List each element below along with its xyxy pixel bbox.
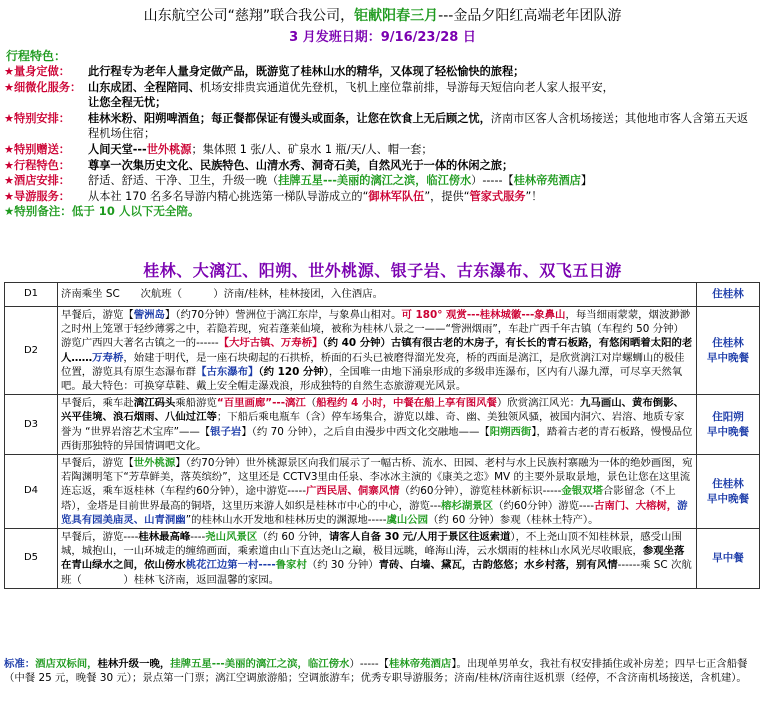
meals-cell: 住桂林 早中晚餐: [697, 455, 760, 529]
star-icon: ★: [4, 80, 15, 94]
star-icon: ★: [4, 65, 15, 78]
day-description: 早餐后，游览----桂林最高峰----尧山风景区（约 60 分钟，请客人自备 30 元/人用于景区往返索道），不上尧山顶不知桂林景，感受山围城，城抱山，一山环城走的缠绵画面，乘索道由山下直达尧山之巅，极目远眺，峰海山涛，云水烟雨的桂林山水风光尽收眼底，参观坐落在青山绿水之间，依山傍水桃花江边第一村----鲁家村（约 30 分钟）青砖、白墙、黛瓦，古韵悠悠；水乡村落，别有风情------乘 SC 次航班（ ）桂林飞济南，返回温馨的家园。: [58, 529, 697, 589]
departure-dates: 3 月发班日期：9/16/23/28 日: [289, 30, 476, 45]
meals-cell: 早中餐: [697, 529, 760, 589]
feature-text: 人间天堂---世外桃源；集体照 1 张/人、矿泉水 1 瓶/天/人、帽一套；: [88, 142, 433, 156]
feature-item: [4, 142, 759, 158]
meals-cell: 住桂林 早中晚餐: [697, 307, 760, 395]
feature-label: ★特别安排：: [4, 111, 70, 125]
route-title: 桂林、大漓江、阳朔、世外桃源、银子岩、古东瀑布、双飞五日游: [143, 261, 622, 280]
features-list: [4, 64, 759, 220]
feature-label: ★行程特色：: [4, 158, 70, 172]
feature-text: 从本社 170 名多名导游内精心挑选第一梯队导游成立的“御林军队伍”，提供“管家式服务”！: [88, 189, 543, 203]
feature-label: ★酒店安排：: [4, 174, 70, 188]
star-icon: ★: [4, 189, 15, 203]
standard-label: 标准：: [4, 658, 36, 670]
table-row: [5, 395, 760, 455]
feature-label: ★导游服务：: [4, 189, 70, 203]
feature-item: [4, 64, 759, 80]
feature-label: ★细微化服务：: [4, 80, 82, 94]
feature-text: 桂林米粉、阳朔啤酒鱼；每正餐都保证有馒头或面条，让您在饮食上无后顾之忧，济南市区客人含机场接送；其他地市客人含第五天返程机场住宿；: [88, 111, 749, 141]
meals-cell: 住阳朔 早中晚餐: [697, 395, 760, 455]
day-cell: D2: [5, 307, 58, 395]
feature-text: 山东成团、全程陪同、机场安排贵宾通道优先登机，飞机上座位靠前排，导游每天短信向老人家人报平安， 让您全程无忧；: [88, 80, 614, 110]
day-cell: D1: [5, 283, 58, 307]
star-icon: ★: [4, 174, 15, 188]
star-icon: ★: [4, 158, 15, 172]
feature-text: 此行程专为老年人量身定做产品，既游览了桂林山水的精华，又体现了轻松愉快的旅程；: [88, 65, 525, 78]
feature-text: 尊享一次集历史文化、民族特色、山清水秀、洞奇石美，自然风光于一体的休闲之旅；: [88, 158, 514, 172]
feature-item: [4, 189, 759, 205]
table-row: [5, 283, 760, 307]
table-row: [5, 455, 760, 529]
day-cell: D5: [5, 529, 58, 589]
star-icon: ★: [4, 111, 15, 125]
features-title: 行程特色：: [6, 49, 67, 63]
header-line-1: [0, 5, 765, 25]
feature-text: 舒适、舒适、干净、卫生，升级一晚（挂牌五星---美丽的漓江之滨，临江傍水）-----【桂林帝苑酒店】: [88, 174, 593, 188]
feature-label: ★特别赠送：: [4, 142, 70, 156]
header-highlight: 钜献阳春三月: [354, 8, 439, 24]
header-company: 山东航空公司“慈翔”联合我公司，: [143, 8, 355, 24]
table-row: [5, 307, 760, 395]
table-row: [5, 529, 760, 589]
day-cell: D3: [5, 395, 58, 455]
day-description: 济南乘坐 SC 次航班（ ）济南/桂林，桂林接团，入住酒店。: [58, 283, 697, 307]
feature-item: [4, 80, 759, 111]
feature-item: [4, 173, 759, 189]
day-description: 早餐后，游览【世外桃源】（约70分钟）世外桃源景区向我们展示了一幅古桥、流水、田园、老村与水上民族村寨融为一体的绝妙画图，宛若陶渊明笔下“芳草鲜美，落英缤纷”，这里还是 CCTV3里由任泉、李冰冰主演的《康美之恋》MV 的主要外景取景地，景色让您在这里流连忘返，乘车返桂林（车程约60分钟），途中游览-----广西民居、侗寨风情（约60分钟），游览桂林新标识-----金银双塔合影留念（不上塔），金塔是目前世界最高的铜塔，这里历来游人如织是桂林市中心的中心，游览---榕杉湖景区（约60分钟）游览----古南门、大榕树，游览具有园美庙灵、山青洞幽”的桂林山水开发地和桂林历史的渊源地-----虞山公园（约 60 分钟）参观（桂林土特产）。: [58, 455, 697, 529]
day-cell: D4: [5, 455, 58, 529]
day-description: 早餐后，游览【訾洲岛】（约70分钟）訾洲位于漓江东岸，与象鼻山相对。可 180° 观赏---桂林城徽---象鼻山，每当细雨蒙蒙，烟波渺渺之时州上笼罩于轻纱薄雾之中，若隐若现，宛若蓬莱仙境，被称为桂林八景之一——“訾洲烟雨”，车赴广西千年古镇（车程约 50 分钟）游览广西四大著名古镇之一的------【大圩古镇、万寿桥】（约 40 分钟）古镇有很古老的木房子，有长长的青石板路，有悠闲晒着太阳的老人……万寿桥，始建于明代，是一座石块砌起的石拱桥，桥面的石头已被磨得溜光发亮，桥的西面是漓江，是欣赏漓江对岸螺蛳山的极佳位置，游览具有原生态瀑布群【古东瀑布】（约 120 分钟），全国唯一由地下涌泉形成的多级串连瀑布，区内有八瀑九潭，可尽享天然氧吧。最大特色：可换穿草鞋、戴上安全帽走瀑戏浪，形成独特的自然生态旅游观光风景。: [58, 307, 697, 395]
header-product: ---金品夕阳红高端老年团队游: [438, 8, 622, 24]
day-description: 早餐后，乘车赴漓江码头乘船游览“百里画廊”---漓江（船程约 4 小时，中餐在船上享有图风餐）欣赏漓江风光：九马画山、黄布倒影、兴平佳境、浪石烟雨、八仙过江等；下船后乘电瓶车（含）停车场集合，游览以雄、奇、幽、美独领风骚，被国内洞穴、岩溶、地质专家誉为 “世界岩溶艺术宝库”——【银子岩】（约 70 分钟），之后自由漫步中西文化交融地——【阳朔西街】，踏着古老的青石板路，慢慢品位西街那独特的异国情调吧文化。: [58, 395, 697, 455]
meals-cell: 住桂林: [697, 283, 760, 307]
price-standard: 标准：酒店双标间，桂林升级一晚，挂牌五星---美丽的漓江之滨，临江傍水）-----【桂林帝苑酒店】。出现单男单女，我社有权安排插住或补房差；四早七正含船餐（中餐 25 元，晚餐 30 元）；景点第一门票；漓江空调旅游船；空调旅游车；优秀专职导游服务；济南/桂林/济南往返机票（经停，不含济南机场接送，含机建）。: [4, 658, 748, 685]
star-icon: ★: [4, 142, 15, 156]
feature-item: [4, 158, 759, 174]
itinerary-table: [4, 282, 760, 589]
special-note: ★特别备注：低于 10 人以下无全陪。: [4, 204, 200, 219]
feature-label: ★量身定做：: [4, 65, 70, 78]
feature-item: [4, 111, 759, 142]
